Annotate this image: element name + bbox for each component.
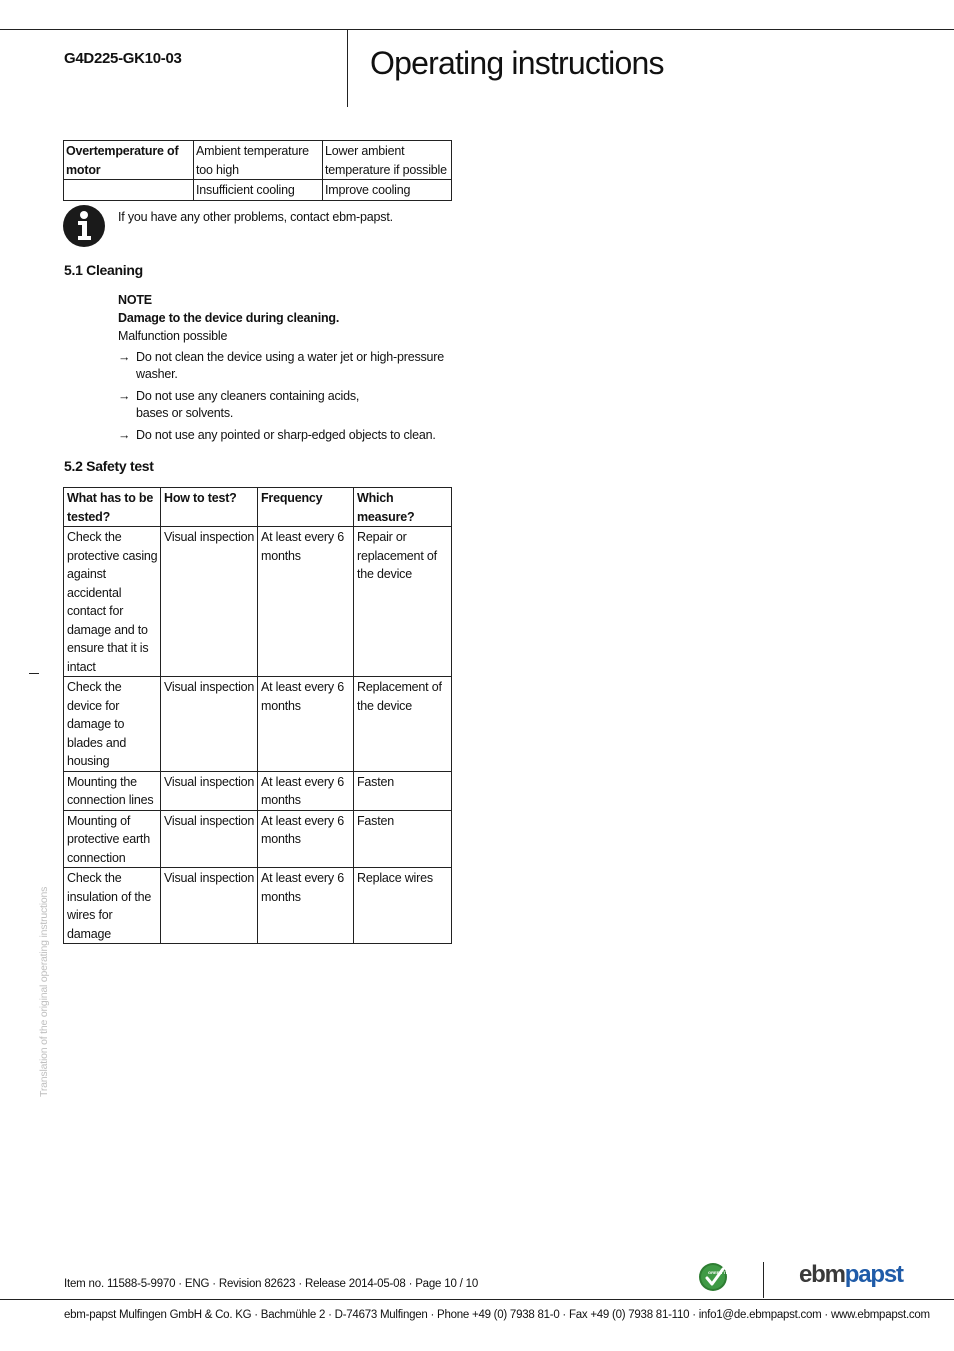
table-row [64,180,452,201]
footer-logo-divider [763,1262,764,1298]
table-cell: Visual inspection [161,810,258,868]
table-cell: Improve cooling [323,180,452,201]
logo-papst: papst [844,1261,903,1288]
column-header: What has to be tested? [64,488,161,527]
table-cell: Check the device for damage to blades and housing [64,677,161,772]
fold-mark [29,673,39,674]
table-cell: Replace wires [354,868,452,944]
table-cell: Lower ambient temperature if possible [323,141,452,180]
table-cell: At least every 6 months [258,677,354,772]
arrow-icon: → [118,350,131,364]
list-item [118,349,458,383]
info-text: If you have any other problems, contact ebm-papst. [118,210,393,224]
footer-company-info: ebm-papst Mulfingen GmbH & Co. KG · Bachmühle 2 · D-74673 Mulfingen · Phone +49 (0) 7938 81-0 · Fax +49 (0) 7938 81-110 · info1@de.ebmpapst.com · www.ebmpapst.com [64,1309,930,1321]
table-header-row [64,488,452,527]
green-tech-icon [698,1262,735,1292]
note-label: NOTE [118,293,152,307]
table-cell [64,180,194,201]
table-cell: Visual inspection [161,677,258,772]
table-cell: Fasten [354,810,452,868]
page-title: Operating instructions [370,45,664,81]
header-divider [347,29,348,107]
table-cell: Repair or replacement of the device [354,527,452,677]
table-cell: At least every 6 months [258,527,354,677]
logo-ebm: ebm [799,1261,845,1288]
footer-item-info: Item no. 11588-5-9970 · ENG · Revision 82623 · Release 2014-05-08 · Page 10 / 10 [64,1278,479,1290]
troubleshooting-table [63,140,452,201]
table-cell: Mounting of protective earth connection [64,810,161,868]
table-cell: Check the protective casing against accidental contact for damage and to ensure that it is intact [64,527,161,677]
table-cell: Visual inspection [161,527,258,677]
table-cell: Check the insulation of the wires for damage [64,868,161,944]
green-tech-label: GREEN TECH [708,1270,735,1275]
safety-test-table [63,487,452,944]
arrow-icon: → [118,428,131,442]
column-header: How to test? [161,488,258,527]
table-cell: Insufficient cooling [194,180,323,201]
info-icon [63,205,105,247]
table-row [64,810,452,868]
list-item-text: washer. [136,367,178,381]
table-cell: At least every 6 months [258,810,354,868]
table-row [64,141,452,180]
table-cell: Visual inspection [161,771,258,810]
sidebar-translation-note: Translation of the original operating instructions [38,886,50,1097]
list-item [118,388,458,422]
arrow-icon: → [118,389,131,403]
table-cell: Ambient temperature too high [194,141,323,180]
list-item-text: Do not clean the device using a water jet or high-pressure [136,350,445,364]
list-item [118,427,458,444]
column-header: Frequency [258,488,354,527]
table-cell: Visual inspection [161,868,258,944]
column-header: Which measure? [354,488,452,527]
ebmpapst-logo [799,1261,903,1289]
table-row [64,868,452,944]
table-row [64,527,452,677]
model-number: G4D225-GK10-03 [64,50,182,67]
list-item-text: Do not use any cleaners containing acids, [136,389,360,403]
footer-rule [0,1299,954,1300]
table-cell: Replacement of the device [354,677,452,772]
list-item-text: bases or solvents. [136,406,234,420]
section-heading-safety: 5.2 Safety test [64,458,154,474]
table-cell: At least every 6 months [258,868,354,944]
table-row [64,771,452,810]
note-title: Damage to the device during cleaning. [118,311,340,325]
section-heading-cleaning: 5.1 Cleaning [64,262,143,278]
table-cell: Mounting the connection lines [64,771,161,810]
table-cell: Fasten [354,771,452,810]
table-cell: Overtemperature of motor [64,141,194,180]
header-top-rule [0,29,954,30]
list-item-text: Do not use any pointed or sharp-edged objects to clean. [136,428,436,442]
table-cell: At least every 6 months [258,771,354,810]
table-row [64,677,452,772]
note-text: Malfunction possible [118,329,228,343]
